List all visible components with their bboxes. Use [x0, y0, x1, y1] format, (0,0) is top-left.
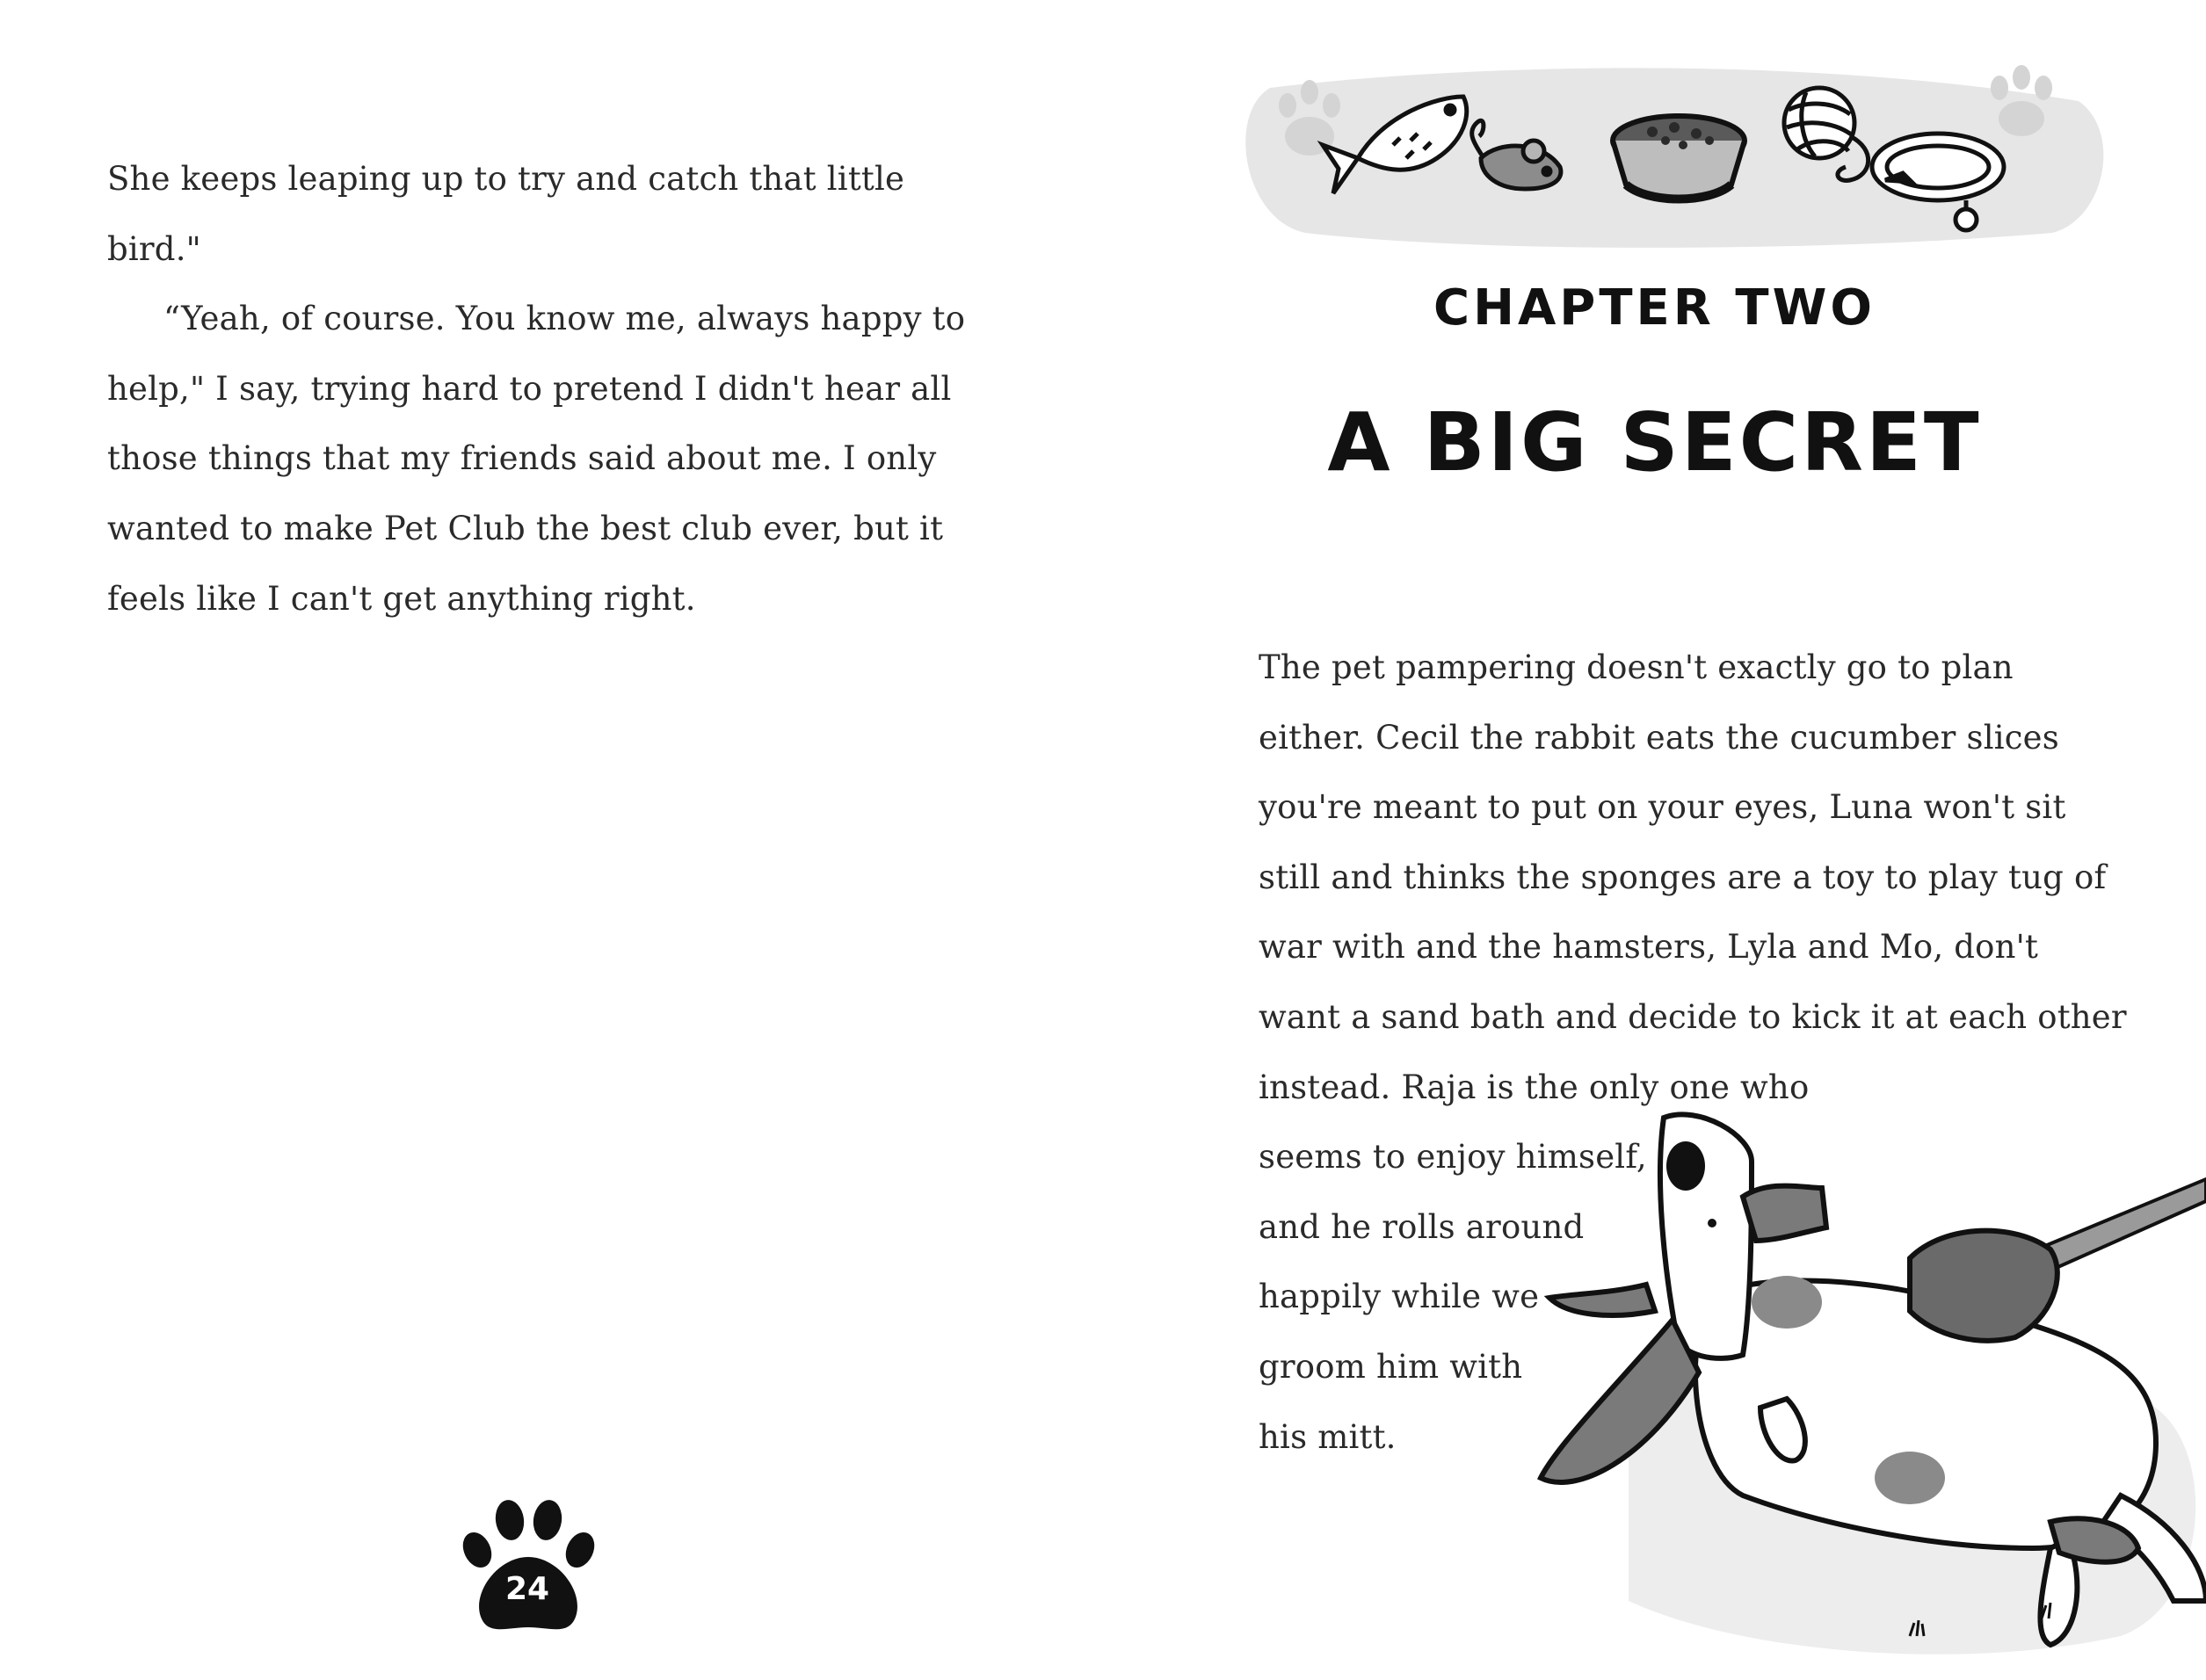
text-line: groom him with	[1259, 1347, 1523, 1386]
chapter-title: A BIG SECRET	[1327, 395, 1982, 489]
left-page-text	[107, 144, 965, 634]
text-line: war with and the hamsters, Lyla and Mo, don't	[1259, 928, 2039, 967]
text-line: his mitt.	[1259, 1417, 1397, 1456]
text-line: instead. Raja is the only one who	[1259, 1068, 1810, 1106]
text-line: you're meant to put on your eyes, Luna won't sit	[1259, 788, 2066, 827]
text-line: The pet pampering doesn't exactly go to plan	[1259, 648, 2014, 686]
pet-items-banner	[1235, 53, 2114, 255]
text-line: either. Cecil the rabbit eats the cucumber slices	[1259, 718, 2059, 757]
text-line: wanted to make Pet Club the best club ever, but it	[107, 509, 944, 547]
text-line: bird."	[107, 229, 201, 268]
food-bowl-icon	[1613, 116, 1745, 199]
chapter-label: CHAPTER TWO	[1433, 279, 1876, 337]
text-line: help," I say, trying hard to pretend I didn't hear all	[107, 369, 952, 408]
text-line: still and thinks the sponges are a toy to play tug of	[1259, 858, 2107, 896]
text-line: those things that my friends said about me. I only	[107, 439, 937, 478]
right-page	[1103, 0, 2206, 1680]
text-line: “Yeah, of course. You know me, always happy to	[163, 300, 966, 338]
text-line: She keeps leaping up to try and catch that little	[107, 160, 905, 198]
text-line: and he rolls around	[1259, 1207, 1585, 1246]
text-line: feels like I can't get anything right.	[107, 579, 696, 618]
page-number: 24	[504, 1571, 550, 1607]
text-line: happily while we	[1259, 1278, 1540, 1316]
paw-print-icon	[453, 1495, 602, 1636]
text-line: seems to enjoy himself,	[1259, 1138, 1647, 1177]
text-line: want a sand bath and decide to kick it at each other	[1259, 997, 2127, 1036]
right-page-text	[1259, 633, 2127, 1472]
